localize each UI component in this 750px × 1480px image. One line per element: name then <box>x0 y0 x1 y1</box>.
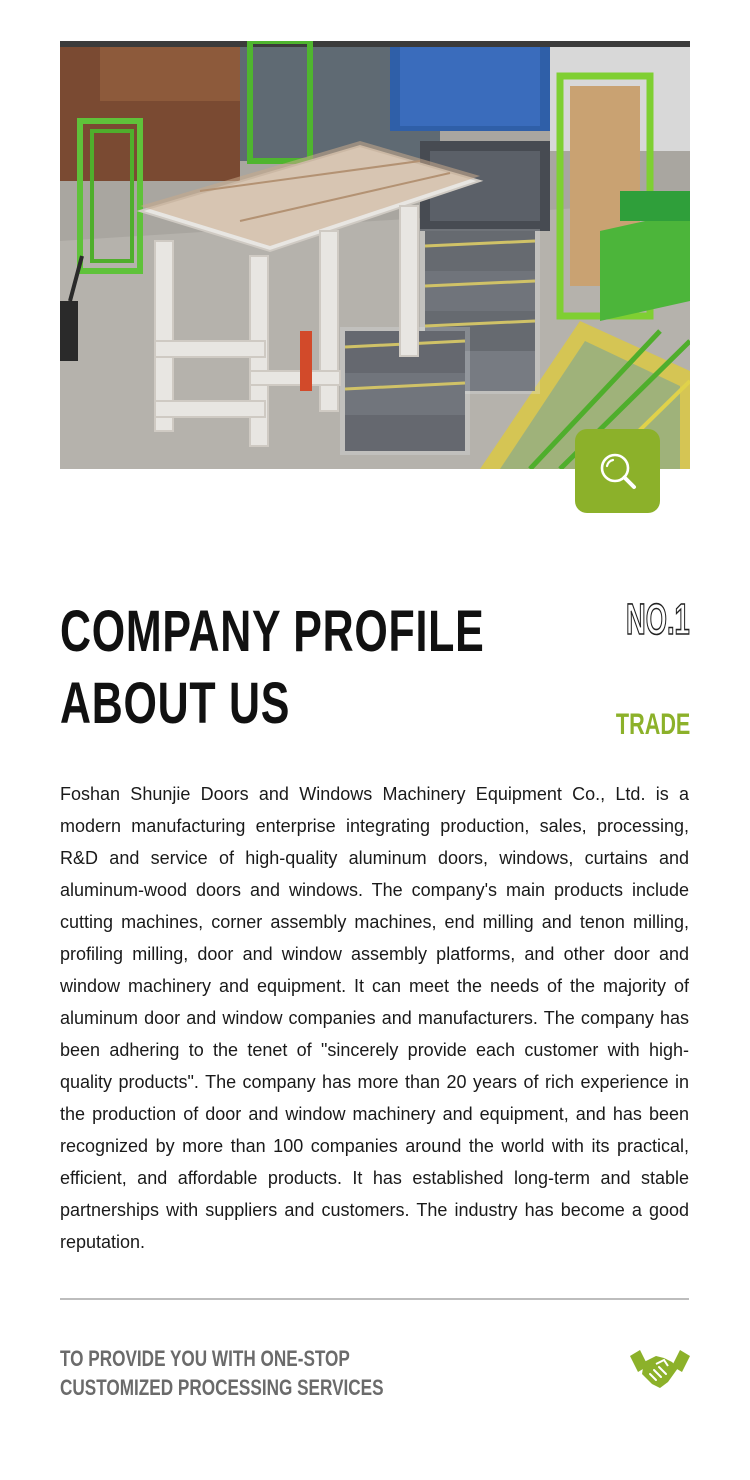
tagline-line-1: TO PROVIDE YOU WITH ONE-STOP <box>60 1346 350 1371</box>
title-line-2: ABOUT US <box>60 671 291 736</box>
divider <box>60 1298 689 1300</box>
search-icon <box>598 451 638 491</box>
company-description: Foshan Shunjie Doors and Windows Machinery Equipment Co., Ltd. is a modern manufacturing enterprise integrating production, sales, processing, R&D and service of high-quality aluminum doors, windows, curtains and aluminum-wood doors and windows. The company's main products include cutting machines, corner assembly machines, end milling and tenon milling, profiling milling, door and window assembly platforms, and other door and window machinery and equipment. It can meet the needs of the majority of aluminum door and window companies and manufacturers. The company has been adhering to the tenet of "sincerely provide each customer with high-quality products". The company has more than 20 years of rich experience in the production of door and window machinery and equipment, and has been recognized by more than 100 companies around the world with its practical, efficient, and affordable products. It has established long-term and stable partnerships with suppliers and customers. The industry has become a good reputation. <box>60 784 689 1252</box>
hero-photo <box>60 41 690 469</box>
rank-number: NO.1 <box>626 595 690 644</box>
footer-tagline <box>60 1344 384 1402</box>
handshake-icon <box>628 1346 692 1394</box>
tagline-line-2: CUSTOMIZED PROCESSING SERVICES <box>60 1375 384 1400</box>
search-button[interactable] <box>575 429 660 513</box>
page-title <box>60 596 484 740</box>
title-line-1: COMPANY PROFILE <box>60 599 485 664</box>
trade-label: TRADE <box>615 708 690 741</box>
